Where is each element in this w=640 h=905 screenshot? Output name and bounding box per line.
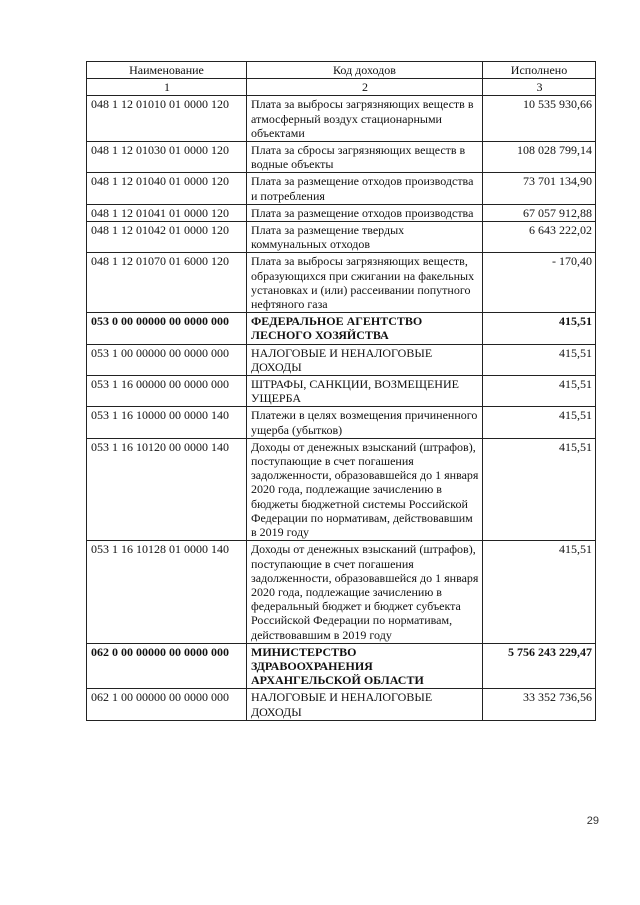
table-row: [87, 407, 596, 438]
table-row: [87, 541, 596, 643]
table-row: [87, 376, 596, 407]
row-amount: 73 701 134,90: [483, 173, 596, 204]
row-name: Плата за сбросы загрязняющих веществ в водные объекты: [247, 142, 483, 173]
row-name: НАЛОГОВЫЕ И НЕНАЛОГОВЫЕ ДОХОДЫ: [247, 344, 483, 375]
row-amount: 415,51: [483, 344, 596, 375]
row-amount: - 170,40: [483, 253, 596, 313]
row-code: 062 0 00 00000 00 0000 000: [87, 643, 247, 689]
row-amount: 67 057 912,88: [483, 204, 596, 221]
column-number-3: 3: [483, 79, 596, 96]
row-code: 048 1 12 01010 01 0000 120: [87, 96, 247, 142]
row-name: Доходы от денежных взысканий (штрафов), поступающие в счет погашения задолженности, образовавшейся до 1 января 2020 года, подлежащие зачислению в бюджеты бюджетной системы Российской Федерации по нормативам, действовавшим в 2019 году: [247, 438, 483, 540]
row-amount: 415,51: [483, 438, 596, 540]
column-number-row: [87, 79, 596, 96]
row-code: 048 1 12 01041 01 0000 120: [87, 204, 247, 221]
row-name: МИНИСТЕРСТВО ЗДРАВООХРАНЕНИЯ АРХАНГЕЛЬСКОЙ ОБЛАСТИ: [247, 643, 483, 689]
row-name: Плата за размещение твердых коммунальных отходов: [247, 222, 483, 253]
row-code: 048 1 12 01040 01 0000 120: [87, 173, 247, 204]
column-number-1: 1: [87, 79, 247, 96]
row-code: 053 1 00 00000 00 0000 000: [87, 344, 247, 375]
table-row: [87, 689, 596, 720]
table-body: [87, 96, 596, 720]
row-code: 048 1 12 01070 01 6000 120: [87, 253, 247, 313]
row-amount: 415,51: [483, 541, 596, 643]
row-code: 053 0 00 00000 00 0000 000: [87, 313, 247, 344]
row-name: Плата за размещение отходов производства: [247, 204, 483, 221]
row-name: Плата за выбросы загрязняющих веществ, образующихся при сжигании на факельных установках и (или) рассеивании попутного нефтяного газа: [247, 253, 483, 313]
row-name: ФЕДЕРАЛЬНОЕ АГЕНТСТВО ЛЕСНОГО ХОЗЯЙСТВА: [247, 313, 483, 344]
row-amount: 108 028 799,14: [483, 142, 596, 173]
row-name: ШТРАФЫ, САНКЦИИ, ВОЗМЕЩЕНИЕ УЩЕРБА: [247, 376, 483, 407]
row-code: 048 1 12 01042 01 0000 120: [87, 222, 247, 253]
header-row: [87, 62, 596, 79]
revenue-table: [86, 61, 596, 721]
row-code: 053 1 16 00000 00 0000 000: [87, 376, 247, 407]
column-number-2: 2: [247, 79, 483, 96]
row-code: 053 1 16 10128 01 0000 140: [87, 541, 247, 643]
table-row: [87, 643, 596, 689]
header-name: Наименование: [87, 62, 247, 79]
table-row: [87, 222, 596, 253]
row-amount: 6 643 222,02: [483, 222, 596, 253]
header-code: Код доходов: [247, 62, 483, 79]
table-row: [87, 204, 596, 221]
row-name: Плата за размещение отходов производства и потребления: [247, 173, 483, 204]
row-name: НАЛОГОВЫЕ И НЕНАЛОГОВЫЕ ДОХОДЫ: [247, 689, 483, 720]
row-amount: 415,51: [483, 313, 596, 344]
header-executed: Исполнено: [483, 62, 596, 79]
row-code: 053 1 16 10000 00 0000 140: [87, 407, 247, 438]
row-amount: 5 756 243 229,47: [483, 643, 596, 689]
row-name: Доходы от денежных взысканий (штрафов), поступающие в счет погашения задолженности, образовавшейся до 1 января 2020 года, подлежащие зачислению в федеральный бюджет и бюджет субъекта Российской Федерации по нормативам, действовавшим в 2019 году: [247, 541, 483, 643]
table-row: [87, 142, 596, 173]
row-code: 048 1 12 01030 01 0000 120: [87, 142, 247, 173]
table-row: [87, 438, 596, 540]
table-row: [87, 313, 596, 344]
row-name: Платежи в целях возмещения причиненного ущерба (убытков): [247, 407, 483, 438]
row-amount: 415,51: [483, 407, 596, 438]
row-code: 053 1 16 10120 00 0000 140: [87, 438, 247, 540]
row-amount: 10 535 930,66: [483, 96, 596, 142]
table-row: [87, 173, 596, 204]
table-row: [87, 253, 596, 313]
page-number: 29: [586, 815, 599, 827]
table-row: [87, 344, 596, 375]
table-row: [87, 96, 596, 142]
row-amount: 415,51: [483, 376, 596, 407]
row-amount: 33 352 736,56: [483, 689, 596, 720]
row-name: Плата за выбросы загрязняющих веществ в атмосферный воздух стационарными объектами: [247, 96, 483, 142]
row-code: 062 1 00 00000 00 0000 000: [87, 689, 247, 720]
